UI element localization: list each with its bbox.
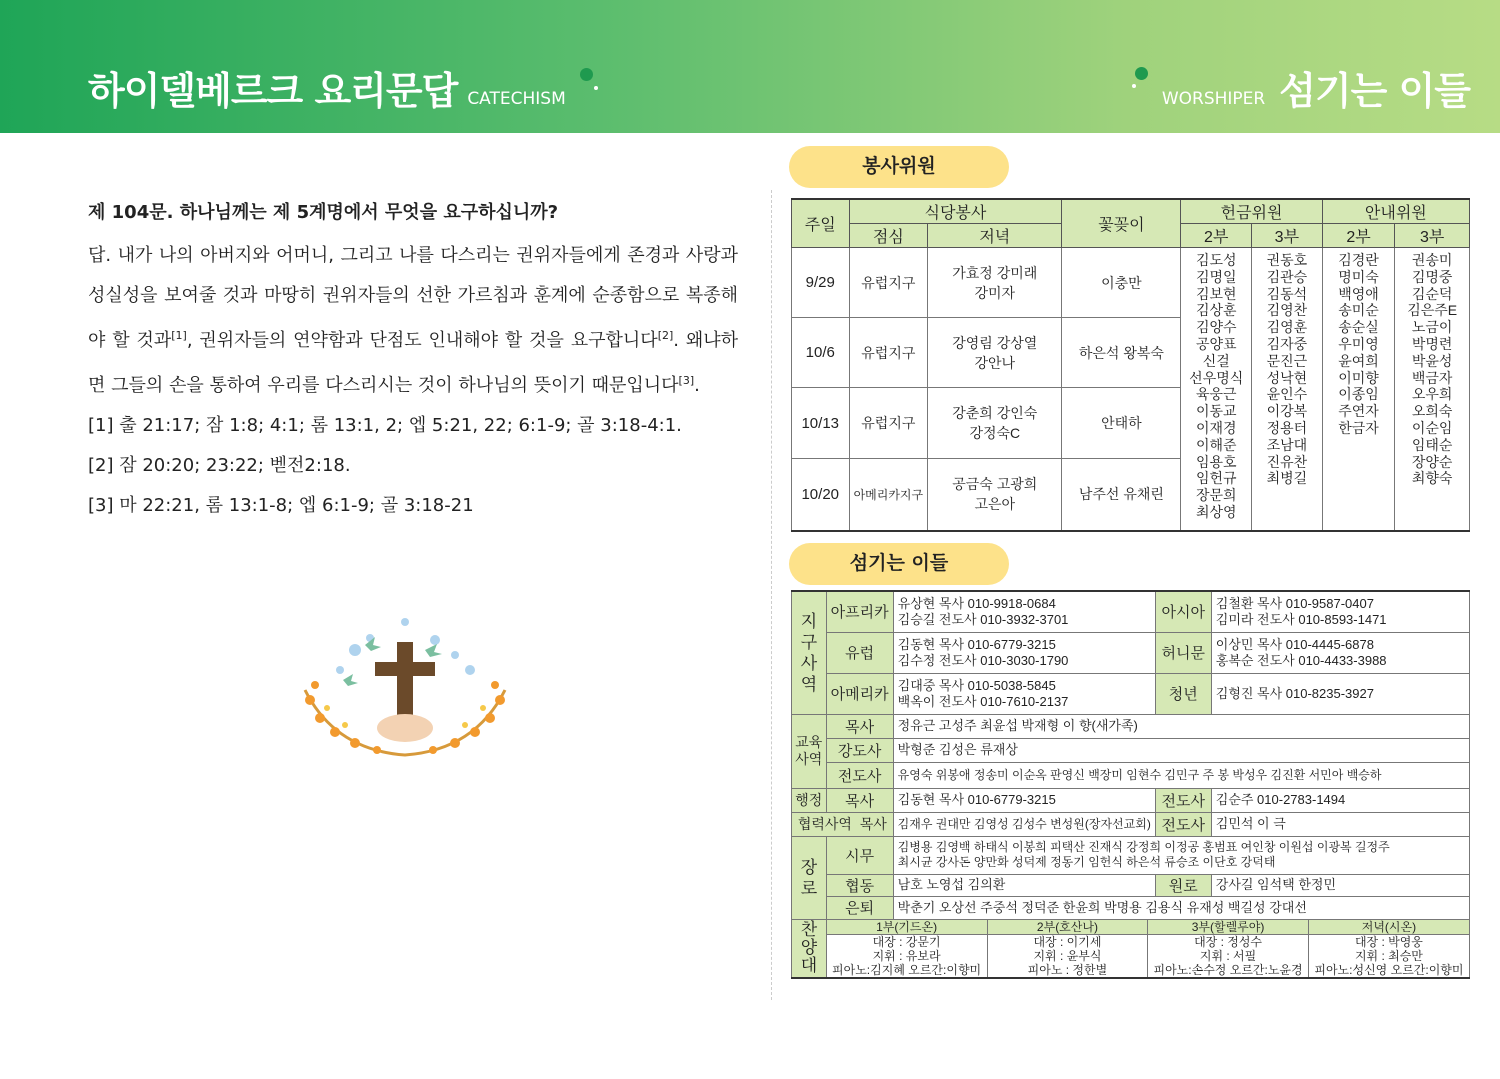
name-item: 김관승 xyxy=(1266,268,1308,285)
header-dinner: 저녁 xyxy=(928,224,1062,248)
name-item: 문진근 xyxy=(1266,352,1308,369)
choir-3-info: 대장 : 정성수 지휘 : 서필 피아노:손수정 오르간:노윤경 xyxy=(1148,934,1309,977)
europe-contacts: 김동현 목사 010-6779-3215 김수정 전도사 010-3030-1790 xyxy=(893,632,1155,673)
page-header xyxy=(0,0,1500,133)
choir-2-info: 대장 : 이기세 지휘 : 윤부식 피아노 : 정한별 xyxy=(987,934,1148,977)
district-label: 지구사역 xyxy=(792,591,827,714)
servants-pill: 섬기는 이들 xyxy=(789,543,1009,585)
elder-label: 장로 xyxy=(792,836,827,919)
answer-text: . 왜냐하면 그들의 손을 통하여 우리를 다스리시는 것이 하나님의 뜻이기 때문입니다 xyxy=(88,330,738,396)
table-row xyxy=(792,248,1470,318)
footnote-mark: [2] xyxy=(657,329,674,342)
row-lunch: 아메리카지구 xyxy=(849,459,928,531)
name-item: 장문희 xyxy=(1195,487,1237,504)
senior-label: 원로 xyxy=(1155,874,1211,896)
name-item: 명미숙 xyxy=(1338,268,1379,285)
name-item: 육웅근 xyxy=(1195,386,1237,403)
choir-label: 찬양대 xyxy=(792,919,827,978)
name-item: 김동석 xyxy=(1266,285,1308,302)
asia-contacts: 김철환 목사 010-9587-0407 김미라 전도사 010-8593-1471 xyxy=(1211,591,1469,632)
name-item: 권동호 xyxy=(1266,252,1308,268)
name-item: 최병길 xyxy=(1266,470,1308,487)
assoc-label: 협동 xyxy=(826,874,893,896)
youth-label: 청년 xyxy=(1155,673,1211,714)
row-dinner: 공금숙 고광희 고은아 xyxy=(928,459,1062,531)
row-flower: 하은석 왕복숙 xyxy=(1062,318,1181,388)
name-item: 최상영 xyxy=(1195,503,1237,520)
africa-contacts: 유상현 목사 010-9918-0684 김승길 전도사 010-3932-3701 xyxy=(893,591,1155,632)
name-item: 조남대 xyxy=(1266,436,1308,453)
choir-section xyxy=(826,919,1469,978)
name-item: 김영훈 xyxy=(1266,319,1308,336)
catechism-heading xyxy=(88,60,566,115)
name-item: 오희숙 xyxy=(1411,403,1453,420)
name-item: 오우희 xyxy=(1411,386,1453,403)
europe-label: 유럽 xyxy=(826,632,893,673)
name-item: 장양순 xyxy=(1411,453,1453,470)
name-item: 백금자 xyxy=(1411,369,1453,386)
header-usher-2: 2부 xyxy=(1322,224,1395,248)
reference-2: [2] 잠 20:20; 23:22; 벧전2:18. xyxy=(88,455,351,476)
name-item: 김양수 xyxy=(1195,319,1237,336)
name-item: 임용호 xyxy=(1195,453,1237,470)
name-item: 김명중 xyxy=(1411,268,1453,285)
row-date: 10/20 xyxy=(792,459,850,531)
reference-1: [1] 출 21:17; 잠 1:8; 4:1; 롬 13:1, 2; 엡 5:21, 22; 6:1-9; 골 3:18-4:1. xyxy=(88,415,682,436)
choir-3-name: 3부(할렐루야) xyxy=(1148,920,1309,935)
choir-1-info: 대장 : 강문기 지휘 : 유보라 피아노:김지혜 오르간:이향미 xyxy=(827,934,988,977)
america-contacts: 김대중 목사 010-5038-5845 백옥이 전도사 010-7610-2137 xyxy=(893,673,1155,714)
name-item: 신걸 xyxy=(1202,352,1230,369)
edu-evangelist-label: 전도사 xyxy=(826,762,893,788)
header-meal: 식당봉사 xyxy=(849,199,1062,224)
name-item: 공양표 xyxy=(1195,335,1237,352)
header-flower: 꽃꽂이 xyxy=(1062,199,1181,248)
row-date: 10/6 xyxy=(792,318,850,388)
name-item: 임헌규 xyxy=(1195,470,1237,487)
row-flower: 안태하 xyxy=(1062,388,1181,459)
admin-contact: 김동현 목사 010-6779-3215 xyxy=(893,788,1155,812)
name-item: 송순실 xyxy=(1338,319,1379,336)
name-item: 김은주E xyxy=(1407,302,1458,319)
retired-elders: 박춘기 오상선 주중석 정덕준 한윤희 박명용 김용식 유재성 백길성 강대선 xyxy=(893,896,1469,919)
decor-dot-small-icon xyxy=(594,86,598,90)
name-item: 임태순 xyxy=(1411,436,1453,453)
row-lunch: 유럽지구 xyxy=(849,318,928,388)
coop-pastors: 김재우 권대만 김영성 김성수 변성원(장자선교회) xyxy=(893,812,1155,836)
servants-table xyxy=(791,590,1470,979)
edu-lecturer-label: 강도사 xyxy=(826,738,893,762)
catechism-subtitle: CATECHISM xyxy=(467,89,566,109)
name-item: 이동교 xyxy=(1195,403,1237,420)
name-item: 이해준 xyxy=(1195,436,1237,453)
admin-evangelist: 김순주 010-2783-1494 xyxy=(1211,788,1469,812)
worshiper-title: 섬기는 이들 xyxy=(1279,69,1470,113)
name-item: 박윤성 xyxy=(1411,352,1453,369)
catechism-section xyxy=(88,198,738,526)
choir-4-info: 대장 : 박영웅 지휘 : 최승만 피아노:성신영 오르간:이향미 xyxy=(1308,934,1469,977)
hungary-contacts: 이상민 목사 010-4445-6878 홍복순 전도사 010-4433-3988 xyxy=(1211,632,1469,673)
admin-pastor-label: 목사 xyxy=(826,788,893,812)
usher-3-list xyxy=(1395,248,1470,531)
edu-pastor-label: 목사 xyxy=(826,714,893,738)
assoc-elders: 남호 노영섭 김의환 xyxy=(893,874,1155,896)
worshiper-subtitle: WORSHIPER xyxy=(1161,89,1266,109)
name-item: 윤여희 xyxy=(1338,352,1379,369)
admin-label: 행정 xyxy=(792,788,827,812)
name-item: 진유찬 xyxy=(1266,453,1308,470)
name-item: 윤인수 xyxy=(1266,386,1308,403)
hungary-label: 허니문 xyxy=(1155,632,1211,673)
youth-contact: 김형진 목사 010-8235-3927 xyxy=(1211,673,1469,714)
serving-elders: 김병용 김영백 하태식 이봉희 피택산 진재식 강정희 이정공 홍범표 여인창 이원섭 이광복 길정주 최시균 강사돈 양만화 성덕제 정동기 임헌식 하은석 류승조 이단호 강덕태 xyxy=(893,836,1469,874)
edu-pastors: 정유근 고성주 최윤섭 박재형 이 향(새가족) xyxy=(893,714,1469,738)
volunteer-table xyxy=(791,198,1470,532)
row-dinner: 강춘희 강인숙 강정숙C xyxy=(928,388,1062,459)
name-item: 김명일 xyxy=(1195,268,1237,285)
name-item: 김영찬 xyxy=(1266,302,1308,319)
senior-elders: 강사길 임석택 한정민 xyxy=(1211,874,1469,896)
decor-dot-small-icon xyxy=(1132,84,1136,88)
header-offering: 헌금위원 xyxy=(1181,199,1322,224)
name-item: 백영애 xyxy=(1338,285,1379,302)
name-item: 선우명식 xyxy=(1189,369,1244,386)
volunteer-pill: 봉사위원 xyxy=(789,146,1009,188)
name-item: 김자중 xyxy=(1266,335,1308,352)
retired-label: 은퇴 xyxy=(826,896,893,919)
name-item: 박명련 xyxy=(1411,335,1453,352)
catechism-answer xyxy=(88,236,738,406)
choir-table xyxy=(827,920,1469,977)
row-dinner: 강영림 강상열 강안나 xyxy=(928,318,1062,388)
worshiper-heading xyxy=(1152,60,1470,115)
row-flower: 남주선 유채린 xyxy=(1062,459,1181,531)
coop-label: 협력사역 목사 xyxy=(792,812,894,836)
answer-text: . xyxy=(694,375,700,396)
answer-text: 답. 내가 나의 아버지와 어머니, 그리고 나를 다스리는 권위자들에게 존경과 사랑과 성실성을 보여줄 것과 마땅히 권위자들의 선한 가르침과 훈계에 순종함으로 복종해야 할 것과 xyxy=(88,245,738,351)
name-item: 한금자 xyxy=(1338,419,1379,436)
name-item: 성낙현 xyxy=(1266,369,1308,386)
decor-dot-icon xyxy=(580,68,593,81)
name-item: 이순임 xyxy=(1411,419,1453,436)
name-item: 노금이 xyxy=(1411,319,1453,336)
answer-text: , 권위자들의 연약함과 단점도 인내해야 할 것을 요구합니다 xyxy=(186,330,658,351)
row-date: 10/13 xyxy=(792,388,850,459)
name-item: 이강복 xyxy=(1266,403,1308,420)
offering-2-list xyxy=(1181,248,1252,531)
choir-4-name: 저녁(시온) xyxy=(1308,920,1469,935)
header-offering-2: 2부 xyxy=(1181,224,1252,248)
catechism-question: 제 104문. 하나님께는 제 5계명에서 무엇을 요구하십니까? xyxy=(88,202,559,223)
name-item: 이미향 xyxy=(1338,369,1379,386)
footnote-mark: [3] xyxy=(678,374,695,387)
header-lunch: 점심 xyxy=(849,224,928,248)
header-offering-3: 3부 xyxy=(1252,224,1323,248)
name-item: 김보현 xyxy=(1195,285,1237,302)
name-item: 김순덕 xyxy=(1411,285,1453,302)
choir-2-name: 2부(호산나) xyxy=(987,920,1148,935)
name-item: 우미영 xyxy=(1338,335,1379,352)
name-item: 권송미 xyxy=(1411,252,1453,268)
name-item: 송미순 xyxy=(1338,302,1379,319)
header-usher: 안내위원 xyxy=(1322,199,1469,224)
row-lunch: 유럽지구 xyxy=(849,388,928,459)
row-dinner: 가효정 강미래 강미자 xyxy=(928,248,1062,318)
row-flower: 이충만 xyxy=(1062,248,1181,318)
asia-label: 아시아 xyxy=(1155,591,1211,632)
name-item: 김경란 xyxy=(1338,252,1379,268)
footnote-mark: [1] xyxy=(171,329,187,342)
column-divider xyxy=(771,190,772,1000)
cross-illustration xyxy=(295,610,515,770)
coop-evangelist-label: 전도사 xyxy=(1155,812,1211,836)
name-item: 이재경 xyxy=(1195,419,1237,436)
coop-evangelist: 김민석 이 극 xyxy=(1211,812,1469,836)
offering-3-list xyxy=(1252,248,1323,531)
row-lunch: 유럽지구 xyxy=(849,248,928,318)
name-item: 김상훈 xyxy=(1195,302,1237,319)
row-date: 9/29 xyxy=(792,248,850,318)
america-label: 아메리카 xyxy=(826,673,893,714)
reference-3: [3] 마 22:21, 롬 13:1-8; 엡 6:1-9; 골 3:18-21 xyxy=(88,495,474,516)
choir-1-name: 1부(기드온) xyxy=(827,920,988,935)
name-item: 정용터 xyxy=(1266,419,1308,436)
catechism-title: 하이델베르크 요리문답 xyxy=(88,69,458,113)
name-item: 주연자 xyxy=(1338,403,1379,420)
name-item: 이종임 xyxy=(1338,386,1379,403)
usher-2-list xyxy=(1322,248,1395,531)
name-item: 김도성 xyxy=(1195,252,1237,268)
serving-label: 시무 xyxy=(826,836,893,874)
header-usher-3: 3부 xyxy=(1395,224,1470,248)
education-label: 교육사역 xyxy=(792,714,827,788)
edu-lecturers: 박형준 김성은 류재상 xyxy=(893,738,1469,762)
edu-evangelists: 유영숙 위봉애 정송미 이순옥 판영신 백장미 임현수 김민구 주 봉 박성우 김진환 서민아 백승하 xyxy=(893,762,1469,788)
decor-dot-icon xyxy=(1135,67,1148,80)
admin-evangelist-label: 전도사 xyxy=(1155,788,1211,812)
name-item: 최향숙 xyxy=(1411,470,1453,487)
header-week: 주일 xyxy=(792,199,850,248)
africa-label: 아프리카 xyxy=(826,591,893,632)
